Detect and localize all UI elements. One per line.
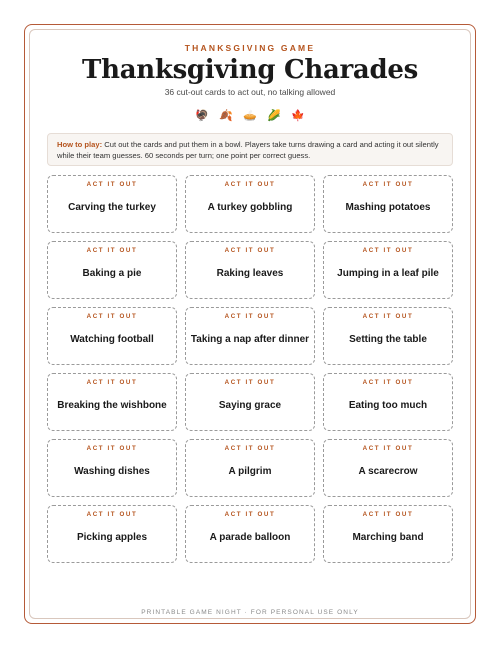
charade-card bbox=[185, 241, 315, 299]
card-tag: ACT IT OUT bbox=[86, 313, 138, 320]
card-text: Setting the table bbox=[349, 334, 427, 345]
card-text: Watching football bbox=[70, 334, 154, 345]
card-text: Raking leaves bbox=[216, 268, 284, 279]
charade-card bbox=[47, 307, 177, 365]
charade-card bbox=[47, 439, 177, 497]
page-footer: PRINTABLE GAME NIGHT · FOR PERSONAL USE ONLY bbox=[141, 609, 359, 616]
card-text: A scarecrow bbox=[358, 466, 418, 477]
charade-card bbox=[185, 505, 315, 563]
card-tag: ACT IT OUT bbox=[224, 511, 276, 518]
charade-card bbox=[323, 241, 453, 299]
maple-leaf-icon: 🍁 bbox=[291, 110, 305, 122]
card-tag: ACT IT OUT bbox=[362, 181, 414, 188]
charade-card bbox=[47, 373, 177, 431]
card-text: Taking a nap after dinner bbox=[190, 334, 310, 345]
card-tag: ACT IT OUT bbox=[86, 445, 138, 452]
charade-card bbox=[185, 175, 315, 233]
card-tag: ACT IT OUT bbox=[224, 313, 276, 320]
leaf-icon: 🍂 bbox=[219, 110, 233, 122]
charade-card bbox=[323, 439, 453, 497]
card-tag: ACT IT OUT bbox=[362, 313, 414, 320]
card-tag: ACT IT OUT bbox=[224, 181, 276, 188]
card-text: A pilgrim bbox=[228, 466, 272, 477]
card-text: A turkey gobbling bbox=[207, 202, 293, 213]
card-tag: ACT IT OUT bbox=[86, 379, 138, 386]
how-to-play-label: How to play: bbox=[57, 140, 103, 149]
card-grid bbox=[47, 175, 453, 563]
card-text: Baking a pie bbox=[82, 268, 142, 279]
charade-card bbox=[185, 439, 315, 497]
card-text: Mashing potatoes bbox=[345, 202, 431, 213]
card-tag: ACT IT OUT bbox=[224, 445, 276, 452]
card-tag: ACT IT OUT bbox=[224, 247, 276, 254]
charade-card bbox=[185, 373, 315, 431]
card-tag: ACT IT OUT bbox=[362, 511, 414, 518]
charade-card bbox=[323, 175, 453, 233]
card-tag: ACT IT OUT bbox=[362, 247, 414, 254]
card-tag: ACT IT OUT bbox=[362, 445, 414, 452]
page-subtitle: 36 cut-out cards to act out, no talking allowed bbox=[164, 87, 336, 97]
card-text: Breaking the wishbone bbox=[57, 400, 167, 411]
card-text: A parade balloon bbox=[209, 532, 291, 543]
card-text: Marching band bbox=[352, 532, 424, 543]
card-tag: ACT IT OUT bbox=[86, 181, 138, 188]
charade-card bbox=[185, 307, 315, 365]
card-text: Carving the turkey bbox=[68, 202, 156, 213]
charade-card bbox=[47, 241, 177, 299]
decorative-icons bbox=[0, 109, 500, 122]
card-text: Saying grace bbox=[218, 400, 282, 411]
card-text: Washing dishes bbox=[74, 466, 150, 477]
turkey-icon: 🦃 bbox=[195, 110, 209, 122]
charade-card bbox=[47, 175, 177, 233]
card-text: Eating too much bbox=[348, 400, 428, 411]
card-tag: ACT IT OUT bbox=[86, 247, 138, 254]
card-tag: ACT IT OUT bbox=[86, 511, 138, 518]
how-to-play-box bbox=[47, 133, 453, 166]
corn-icon: 🌽 bbox=[267, 110, 281, 122]
card-tag: ACT IT OUT bbox=[362, 379, 414, 386]
charade-card bbox=[323, 505, 453, 563]
charade-card bbox=[323, 373, 453, 431]
pie-icon: 🥧 bbox=[243, 110, 257, 122]
how-to-play-text: Cut out the cards and put them in a bowl. Players take turns drawing a card and acting it out silently while their team guesses. 60 seconds per turn; one point per correct guess. bbox=[57, 140, 439, 160]
page-title: Thanksgiving Charades bbox=[82, 55, 418, 85]
charade-card bbox=[47, 505, 177, 563]
card-text: Picking apples bbox=[76, 532, 148, 543]
charade-card bbox=[323, 307, 453, 365]
card-tag: ACT IT OUT bbox=[224, 379, 276, 386]
card-text: Jumping in a leaf pile bbox=[337, 268, 439, 279]
eyebrow-label: THANKSGIVING GAME bbox=[184, 43, 316, 53]
